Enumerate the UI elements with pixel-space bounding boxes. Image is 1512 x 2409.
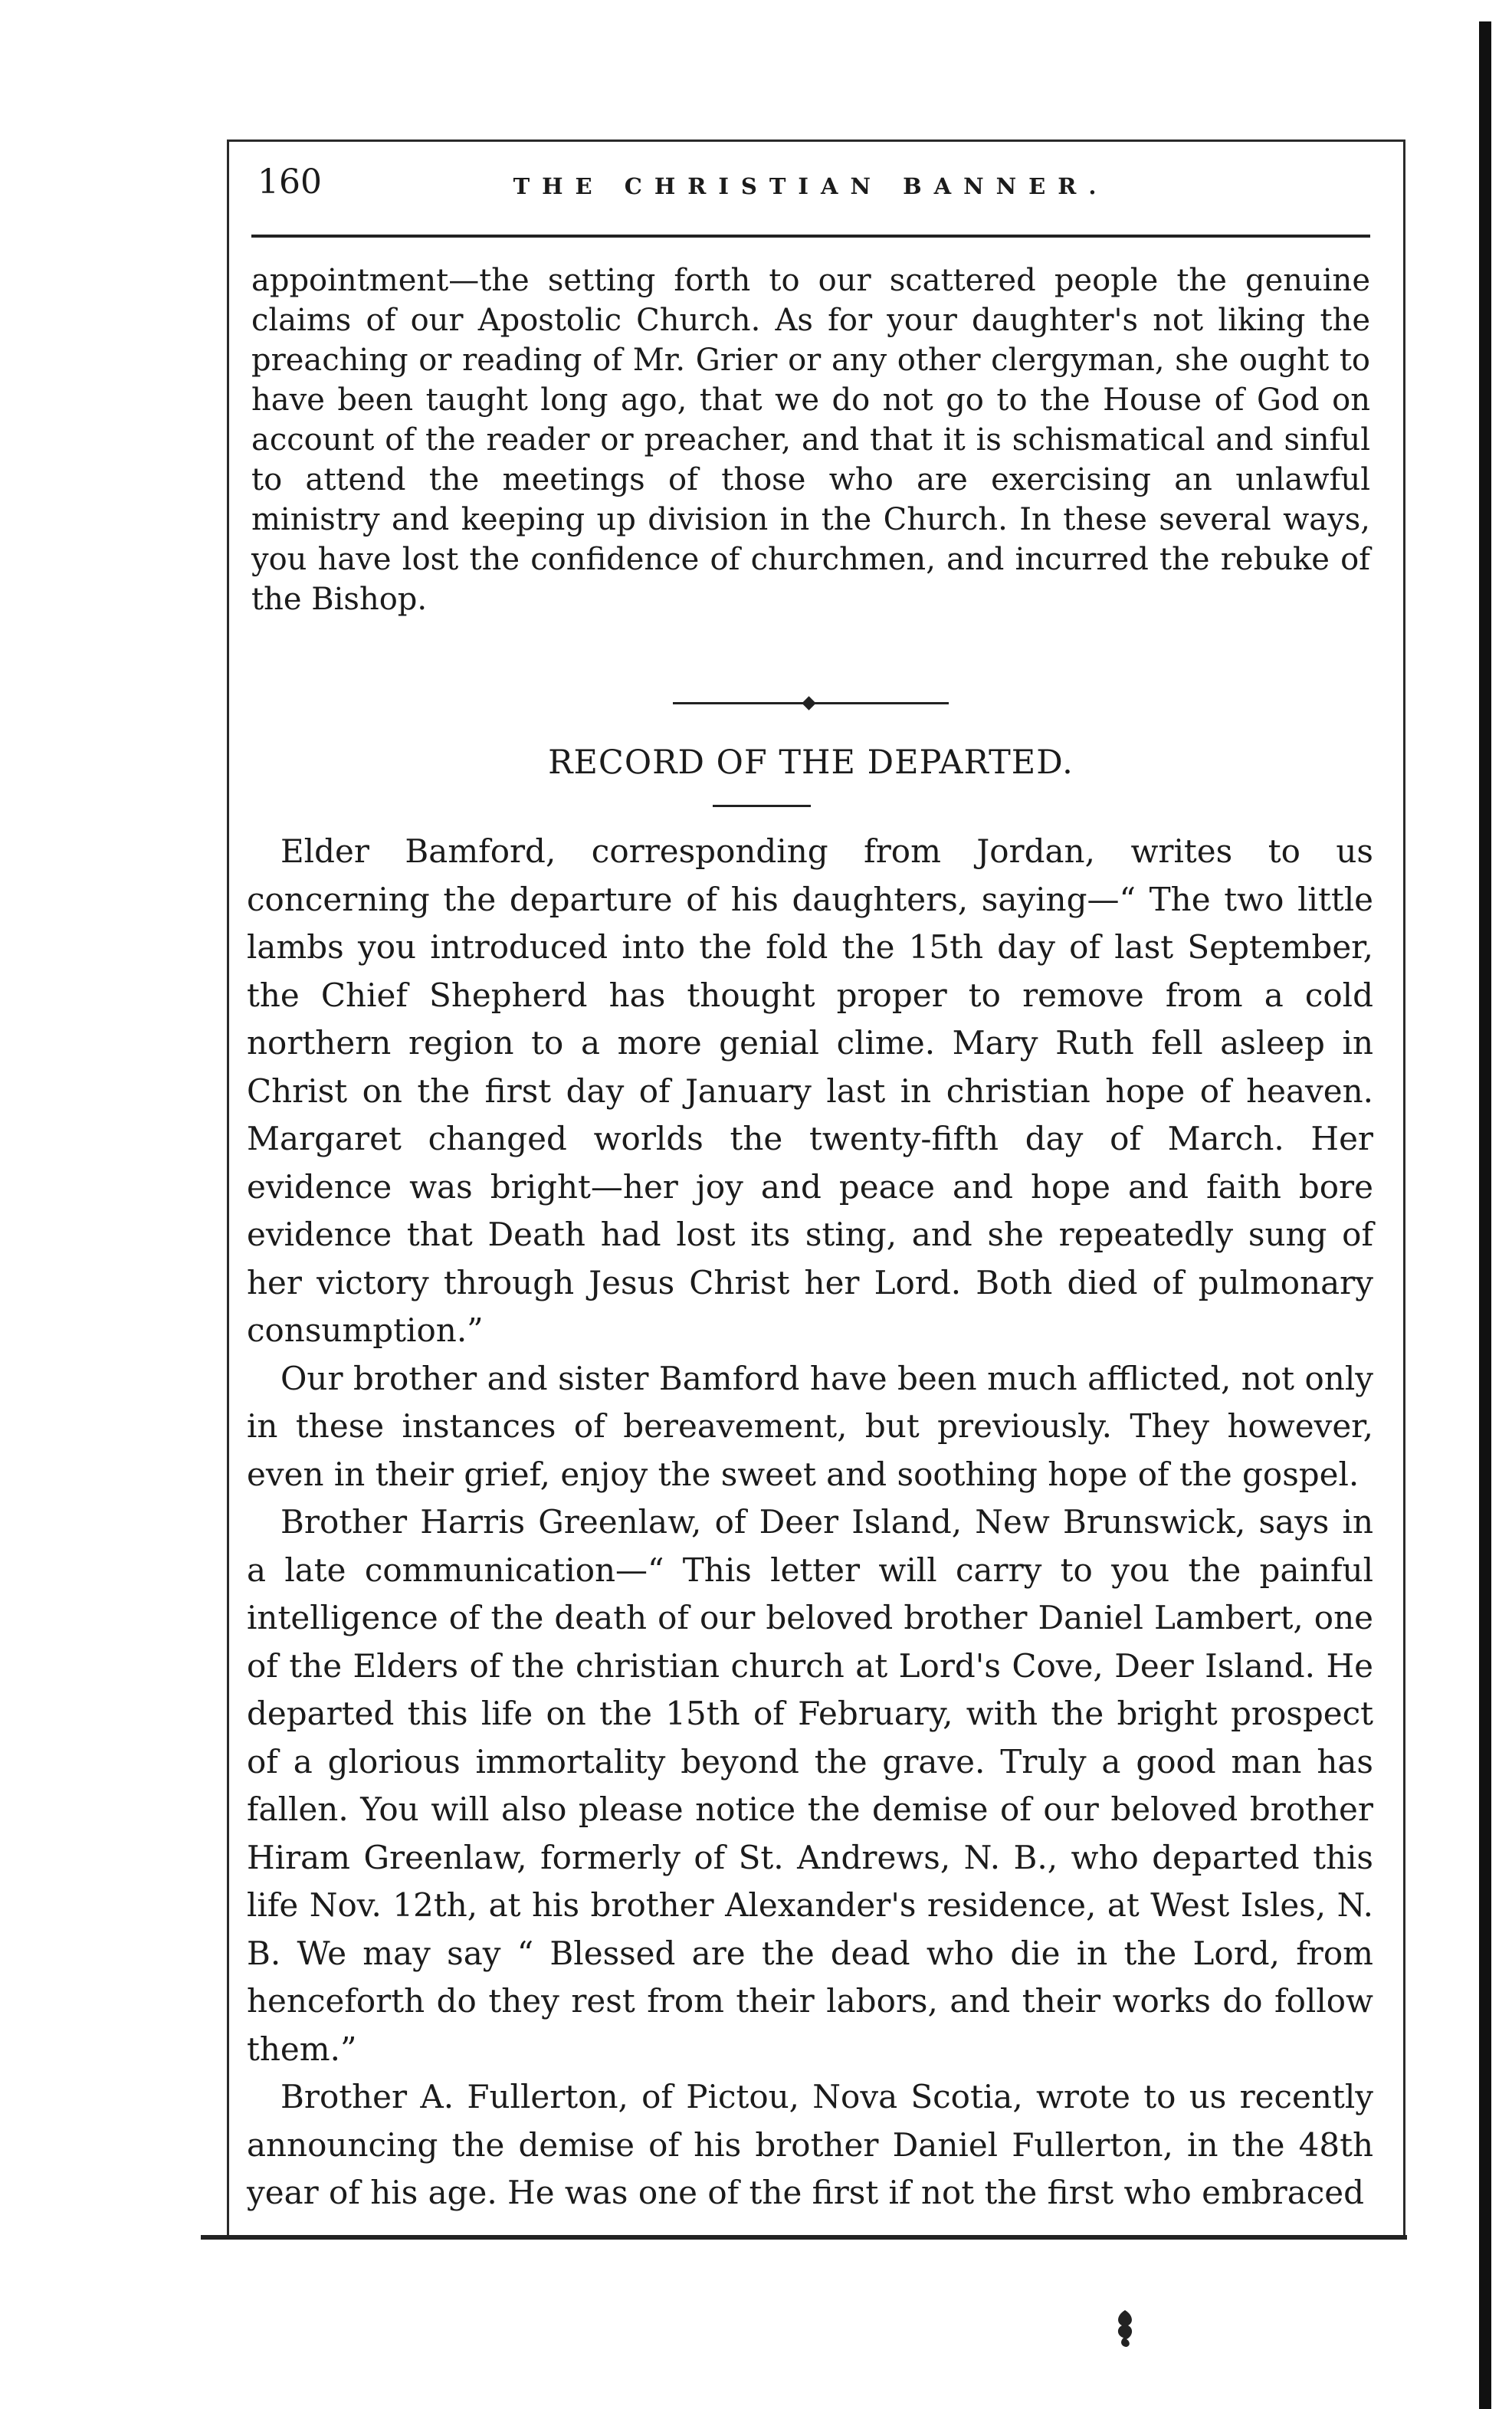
running-title: THE CHRISTIAN BANNER. [513, 173, 1109, 199]
page-number: 160 [257, 162, 322, 202]
right-edge-rule [1479, 21, 1491, 2409]
header-rule [251, 235, 1370, 238]
section-heading: RECORD OF THE DEPARTED. [548, 743, 1074, 782]
paragraph-bamford-letter: Elder Bamford, corresponding from Jordan, writes to us concerning the departure of his daughters, saying—“ The two little lambs you introduced into the fold the 15th day of last September, the Chief Shepherd has thought proper to remove from a cold northern region to a more genial clime. Mary Ruth fell asleep in Christ on the first day of January last in christian hope of heaven. Margaret changed worlds the twenty-fifth day of March. Her evidence was bright—her joy and peace and hope and faith bore evidence that Death had lost its sting, and she repeatedly sung of her victory through Jesus Christ her Lord. Both died of pulmonary consumption.” [247, 832, 1373, 1349]
page-frame-top [227, 139, 1405, 142]
page-frame-bottom [201, 2235, 1407, 2240]
separator-diamond-icon [802, 696, 815, 710]
paragraph-greenlaw-letter: Brother Harris Greenlaw, of Deer Island, New Brunswick, says in a late communication—“ This letter will carry to you the painful intelligence of the death of our beloved brother Daniel Lambert, one of the Elders of the christian church at Lord's Cove, Deer Island. He departed this life on the 15th of February, with the bright prospect of a glorious immortality beyond the grave. Truly a good man has fallen. You will also please notice the demise of our beloved brother Hiram Greenlaw, formerly of St. Andrews, N. B., who departed this life Nov. 12th, at his brother Alexander's residence, at West Isles, N. B. We may say “ Blessed are the dead who die in the Lord, from henceforth do they rest from their labors, and their works do follow them.” [247, 1503, 1373, 2068]
ornament-icon [1110, 2307, 1140, 2350]
paragraph-bamford-affliction: Our brother and sister Bamford have been much afflicted, not only in these instances of bereavement, but previously. They however, even in their grief, enjoy the sweet and soothing hope of the gospel. [247, 1359, 1373, 1493]
page-frame-left [227, 139, 229, 2238]
section-body [247, 828, 1373, 2217]
section-separator [673, 696, 949, 711]
page-header [251, 159, 1370, 213]
heading-rule [713, 805, 811, 807]
paragraph-fullerton: Brother A. Fullerton, of Pictou, Nova Scotia, wrote to us recently announcing the demise of his brother Daniel Fullerton, in the 48th year of his age. He was one of the first if not the first who embraced [247, 2078, 1373, 2211]
continued-paragraph: appointment—the setting forth to our scattered people the genuine claims of our Apostolic Church. As for your daughter's not liking the preaching or reading of Mr. Grier or any other clergyman, she ought to have been taught long ago, that we do not go to the House of God on account of the reader or preacher, and that it is schismatical and sinful to attend the meetings of those who are exercising an unlawful ministry and keeping up division in the Church. In these several ways, you have lost the confidence of churchmen, and incurred the rebuke of the Bishop. [251, 263, 1370, 617]
page-frame-right [1403, 139, 1405, 2238]
